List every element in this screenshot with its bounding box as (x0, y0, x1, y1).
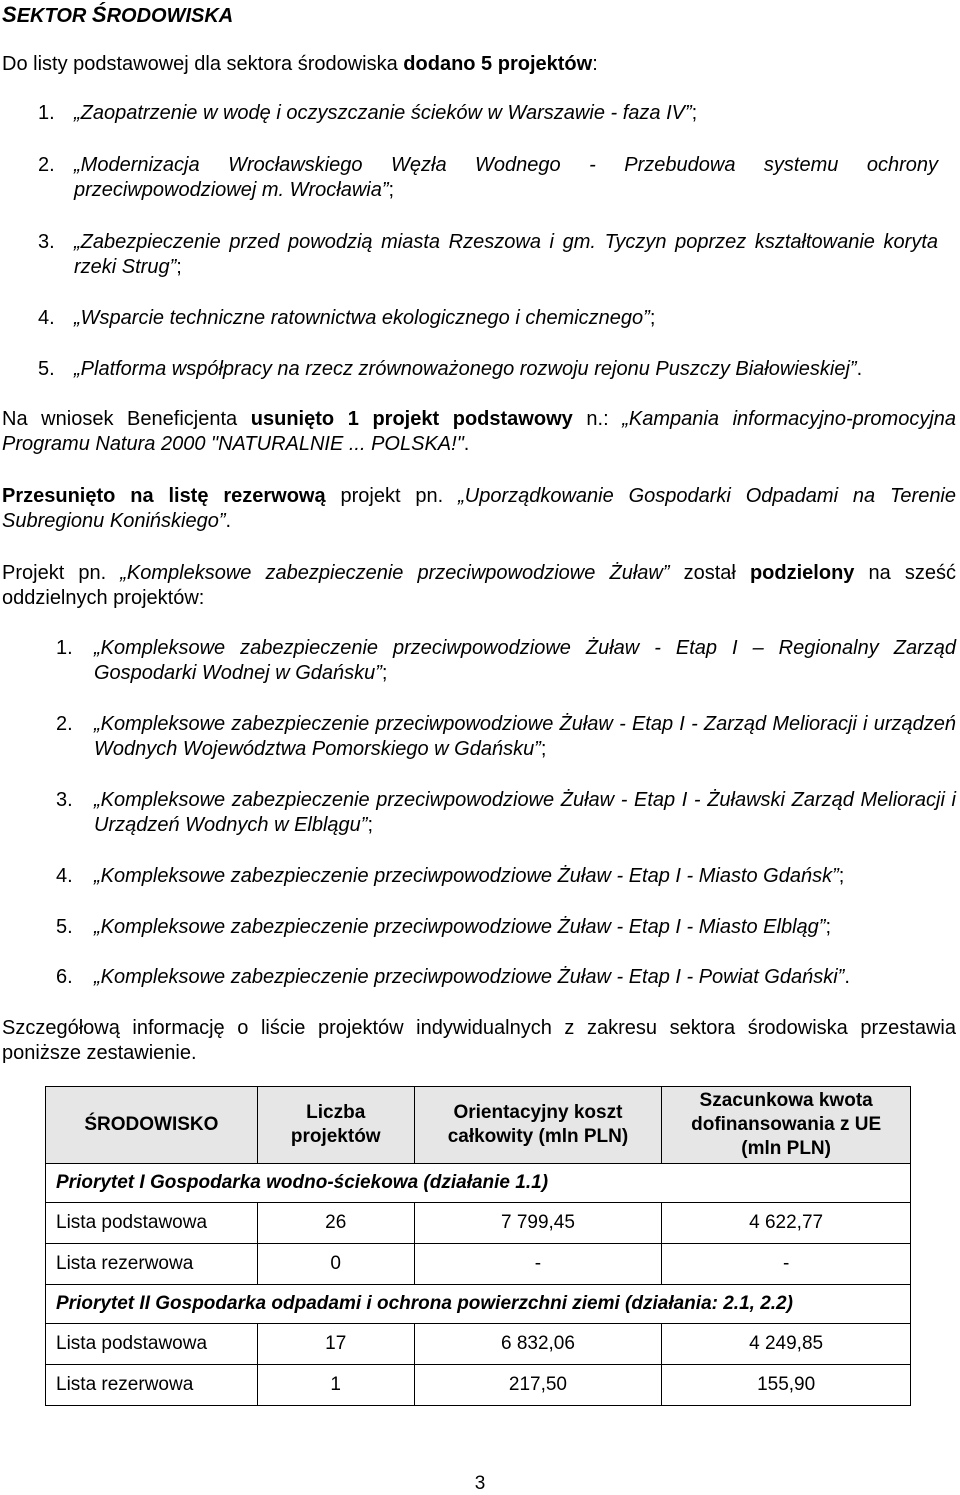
header-cell: Liczba projektów (257, 1087, 414, 1164)
list-item: 2. „Modernizacja Wrocławskiego Węzła Wodnego - Przebudowa systemu ochrony przeciwpowodziowej m. Wrocławia”; (38, 154, 938, 201)
table-cell: 4 249,85 (662, 1324, 911, 1365)
table-cell: 1 (257, 1365, 414, 1406)
priority-row (46, 1164, 911, 1203)
table-cell: 217,50 (414, 1365, 662, 1406)
row-label: Lista podstawowa (46, 1203, 258, 1244)
table-cell: 155,90 (662, 1365, 911, 1406)
priority-row (46, 1285, 911, 1324)
list-item: 5. „Kompleksowe zabezpieczenie przeciwpowodziowe Żuław - Etap I - Miasto Elbląg”; (56, 916, 831, 938)
list-item: 4. „Wsparcie techniczne ratownictwa ekologicznego i chemicznego”; (38, 307, 656, 329)
table-cell: - (662, 1244, 911, 1285)
list-item: 4. „Kompleksowe zabezpieczenie przeciwpowodziowe Żuław - Etap I - Miasto Gdańsk”; (56, 865, 845, 887)
table-row (46, 1203, 911, 1244)
header-cell: Orientacyjny koszt całkowity (mln PLN) (414, 1087, 662, 1164)
list-item: 2. „Kompleksowe zabezpieczenie przeciwpowodziowe Żuław - Etap I - Zarząd Melioracji i urządzeń Wodnych Województwa Pomorskiego w Gdańsku”; (56, 713, 956, 760)
table-cell: 4 622,77 (662, 1203, 911, 1244)
row-label: Lista rezerwowa (46, 1244, 258, 1285)
list-item: 1. „Kompleksowe zabezpieczenie przeciwpowodziowe Żuław - Etap I – Regionalny Zarząd Gospodarki Wodnej w Gdańsku”; (56, 637, 956, 684)
priority-label: Priorytet II Gospodarka odpadami i ochrona powierzchni ziemi (działania: 2.1, 2.2) (46, 1285, 911, 1324)
table-header-row (46, 1087, 911, 1164)
list-item: 3. „Kompleksowe zabezpieczenie przeciwpowodziowe Żuław - Etap I - Żuławski Zarząd Melioracji i Urządzeń Wodnych w Elblągu”; (56, 789, 956, 836)
table-cell: 6 832,06 (414, 1324, 662, 1365)
summary-table (45, 1086, 911, 1406)
table-cell: 7 799,45 (414, 1203, 662, 1244)
section-heading: SEKTOR ŚRODOWISKA (2, 2, 234, 27)
removed-paragraph: Na wniosek Beneficjenta usunięto 1 projekt podstawowy n.: „Kampania informacyjno-promocyjna Programu Natura 2000 "NATURALNIE ... POLSKA!". (2, 408, 957, 455)
table-cell: 0 (257, 1244, 414, 1285)
header-cell: Szacunkowa kwota dofinansowania z UE (mln PLN) (662, 1087, 911, 1164)
list-item: 1. „Zaopatrzenie w wodę i oczyszczanie ścieków w Warszawie - faza IV”; (38, 102, 698, 124)
list-item: 5. „Platforma współpracy na rzecz zrównoważonego rozwoju rejonu Puszczy Białowieskiej”. (38, 358, 863, 380)
split-paragraph: Projekt pn. „Kompleksowe zabezpieczenie przeciwpowodziowe Żuław” został podzielony na sześć oddzielnych projektów: (2, 562, 957, 609)
intro-paragraph: Do listy podstawowej dla sektora środowiska dodano 5 projektów: (2, 53, 598, 75)
table-cell: 26 (257, 1203, 414, 1244)
table-row (46, 1324, 911, 1365)
moved-paragraph: Przesunięto na listę rezerwową projekt pn. „Uporządkowanie Gospodarki Odpadami na Terenie Subregionu Konińskiego”. (2, 485, 957, 532)
list-item: 3. „Zabezpieczenie przed powodzią miasta Rzeszowa i gm. Tyczyn poprzez kształtowanie koryta rzeki Strug”; (38, 231, 938, 278)
table-cell: - (414, 1244, 662, 1285)
header-cell: ŚRODOWISKO (46, 1087, 258, 1164)
priority-label: Priorytet I Gospodarka wodno-ściekowa (działanie 1.1) (46, 1164, 911, 1203)
row-label: Lista podstawowa (46, 1324, 258, 1365)
row-label: Lista rezerwowa (46, 1365, 258, 1406)
table-row (46, 1244, 911, 1285)
table-cell: 17 (257, 1324, 414, 1365)
list-item: 6. „Kompleksowe zabezpieczenie przeciwpowodziowe Żuław - Etap I - Powiat Gdański”. (56, 966, 850, 988)
page-number: 3 (474, 1473, 486, 1494)
detail-note-paragraph: Szczegółową informację o liście projektów indywidualnych z zakresu sektora środowiska przestawia poniższe zestawienie. (2, 1017, 956, 1064)
table-row (46, 1365, 911, 1406)
